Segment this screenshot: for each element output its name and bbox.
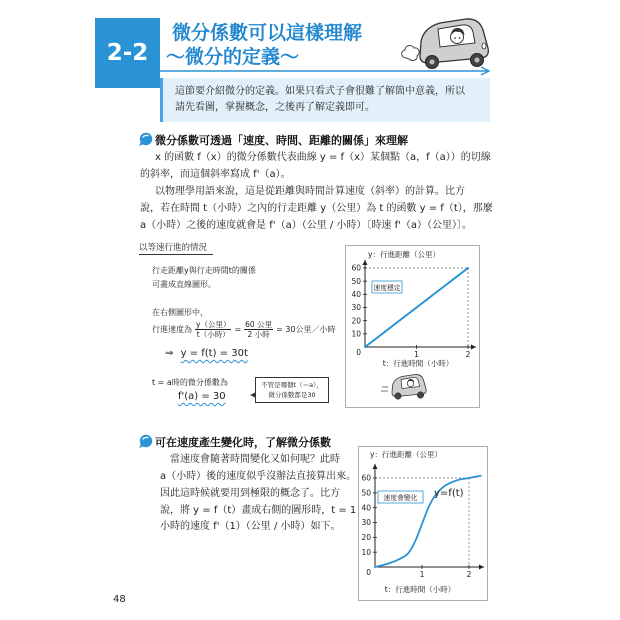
x-axis-label: t：行進時間（小時） bbox=[384, 585, 456, 594]
section1-line: 說，若在時間 t（小時）之內的行走距離 y（公里）為 t 的函數 y = f（t），那麼 bbox=[140, 203, 493, 214]
figure1-note: 在右側圖形中， bbox=[152, 308, 208, 317]
origin-label: 0 bbox=[356, 348, 361, 357]
page-number: 48 bbox=[113, 594, 126, 605]
car-hub bbox=[430, 60, 435, 65]
series-line bbox=[365, 268, 468, 347]
annotation-label: 速度穩定 bbox=[373, 284, 401, 292]
annotation-label: y=f(t) bbox=[434, 488, 464, 499]
x-tick-label: 1 bbox=[419, 570, 425, 579]
y-tick-label: 50 bbox=[361, 488, 371, 498]
y-tick-label: 30 bbox=[361, 518, 371, 528]
chart-variable-speed bbox=[358, 446, 488, 601]
fraction-denominator: 2 小時 bbox=[247, 330, 270, 339]
section2-line: 當速度會隨著時間變化又如何呢？此時 bbox=[170, 454, 340, 465]
y-axis-arrow-icon bbox=[363, 260, 368, 265]
y-tick-label: 20 bbox=[361, 532, 371, 542]
fraction-distance-over-time bbox=[195, 320, 231, 339]
equals-sign: = bbox=[234, 324, 242, 334]
y-tick-label: 20 bbox=[351, 316, 361, 326]
section-bullet-icon bbox=[138, 434, 153, 449]
callout-line: 微分係數都是30 bbox=[268, 391, 316, 399]
y-axis-label: y：行進距離（公里） bbox=[368, 250, 440, 259]
y-tick-label: 40 bbox=[361, 503, 371, 513]
section1-line: 的斜率，而這個斜率寫成 f'（a）。 bbox=[140, 169, 291, 180]
derivative-value: f'(a) = 30 bbox=[178, 391, 226, 402]
y-tick-label: 50 bbox=[351, 276, 361, 286]
x-tick-label: 1 bbox=[414, 350, 419, 359]
derivative-intro: t = a時的微分係數為 bbox=[152, 378, 228, 387]
annotation-label: 速度會變化 bbox=[383, 494, 418, 502]
page-title: 微分係數可以這樣理解 bbox=[172, 22, 363, 44]
y-axis-label: y：行進距離（公里） bbox=[370, 450, 442, 459]
section1-line: x 的函數 f（x）的微分係數代表曲線 y = f（x）某個點（a，f（a））的切線 bbox=[155, 152, 491, 163]
headlight bbox=[482, 43, 486, 49]
implies-arrow: ⇒ bbox=[165, 348, 174, 359]
linear-formula: y = f(t) = 30t bbox=[180, 348, 248, 359]
x-axis-arrow-icon bbox=[479, 565, 484, 570]
y-axis-arrow-icon bbox=[373, 464, 378, 469]
callout-line: 不管是哪個t（＝a）， bbox=[261, 381, 323, 389]
exhaust-puff-icon bbox=[402, 46, 419, 61]
callout-box bbox=[255, 377, 329, 403]
figure1-label: 以等速行進的情況 bbox=[139, 243, 213, 255]
section-bullet-icon bbox=[138, 132, 153, 147]
velocity-result: = 30公里／小時 bbox=[276, 324, 336, 334]
y-tick-label: 60 bbox=[351, 263, 361, 273]
section1-heading: 微分係數可透過「速度、時間、距離的關係」來理解 bbox=[155, 134, 408, 147]
section2-line: 小時的速度 f'（1）（公里 / 小時）如下。 bbox=[160, 521, 341, 532]
x-tick-label: 2 bbox=[466, 570, 472, 579]
car-icon bbox=[381, 374, 426, 399]
driver-eye bbox=[459, 37, 461, 39]
origin-label: 0 bbox=[366, 568, 371, 577]
figure1-note: 行走距離y與行走時間t的關係 bbox=[152, 266, 256, 275]
velocity-prefix: 行進速度為 bbox=[152, 324, 192, 334]
velocity-equation bbox=[152, 320, 336, 339]
x-tick-label: 2 bbox=[465, 350, 471, 359]
chart-constant-speed bbox=[345, 245, 480, 408]
intro-line: 請先看圖，掌握概念，之後再了解定義即可。 bbox=[175, 102, 375, 113]
car-hub bbox=[475, 58, 480, 63]
section-number-box: 2-2 bbox=[95, 18, 160, 88]
fraction-numerator: y（公里） bbox=[196, 320, 231, 329]
y-tick-label: 60 bbox=[361, 473, 371, 483]
section2-line: 因此這時候就要用到極限的概念了。比方 bbox=[160, 488, 340, 499]
y-tick-label: 10 bbox=[351, 329, 361, 339]
formula-row bbox=[165, 347, 248, 360]
y-tick-label: 10 bbox=[361, 547, 371, 557]
y-tick-label: 30 bbox=[351, 303, 361, 313]
section1-line: a（小時）之後的速度就會是 f'（a）（公里 / 小時）〔時速 f'（a）（公里）〕。 bbox=[140, 220, 473, 231]
car-icon bbox=[398, 8, 494, 70]
series-line bbox=[375, 476, 481, 567]
driver-eye bbox=[454, 37, 456, 39]
fraction-denominator: t（小時） bbox=[196, 330, 230, 339]
figure1-note: 可畫成直線圖形。 bbox=[152, 280, 216, 289]
section1-line: 以物理學用語來說，這是從距離與時間計算速度（斜率）的計算。比方 bbox=[155, 186, 465, 197]
intro-box bbox=[160, 78, 490, 122]
page-subtitle: ～微分的定義～ bbox=[166, 46, 300, 68]
x-axis-label: t：行進時間（小時） bbox=[382, 359, 454, 368]
y-tick-label: 40 bbox=[351, 289, 361, 299]
section2-heading: 可在速度產生變化時，了解微分係數 bbox=[155, 436, 331, 449]
section2-line: 說，將 y = f（t）畫成右側的圖形時，t = 1 bbox=[160, 505, 357, 516]
section2-line: a（小時）後的速度似乎沒辦法直接算出來。 bbox=[160, 471, 357, 482]
fraction-values bbox=[244, 320, 273, 339]
fraction-numerator: 60 公里 bbox=[245, 320, 273, 329]
intro-line: 這節要介紹微分的定義。如果只看式子會很難了解箇中意義，所以 bbox=[175, 86, 465, 97]
x-axis-arrow-icon bbox=[471, 345, 476, 350]
